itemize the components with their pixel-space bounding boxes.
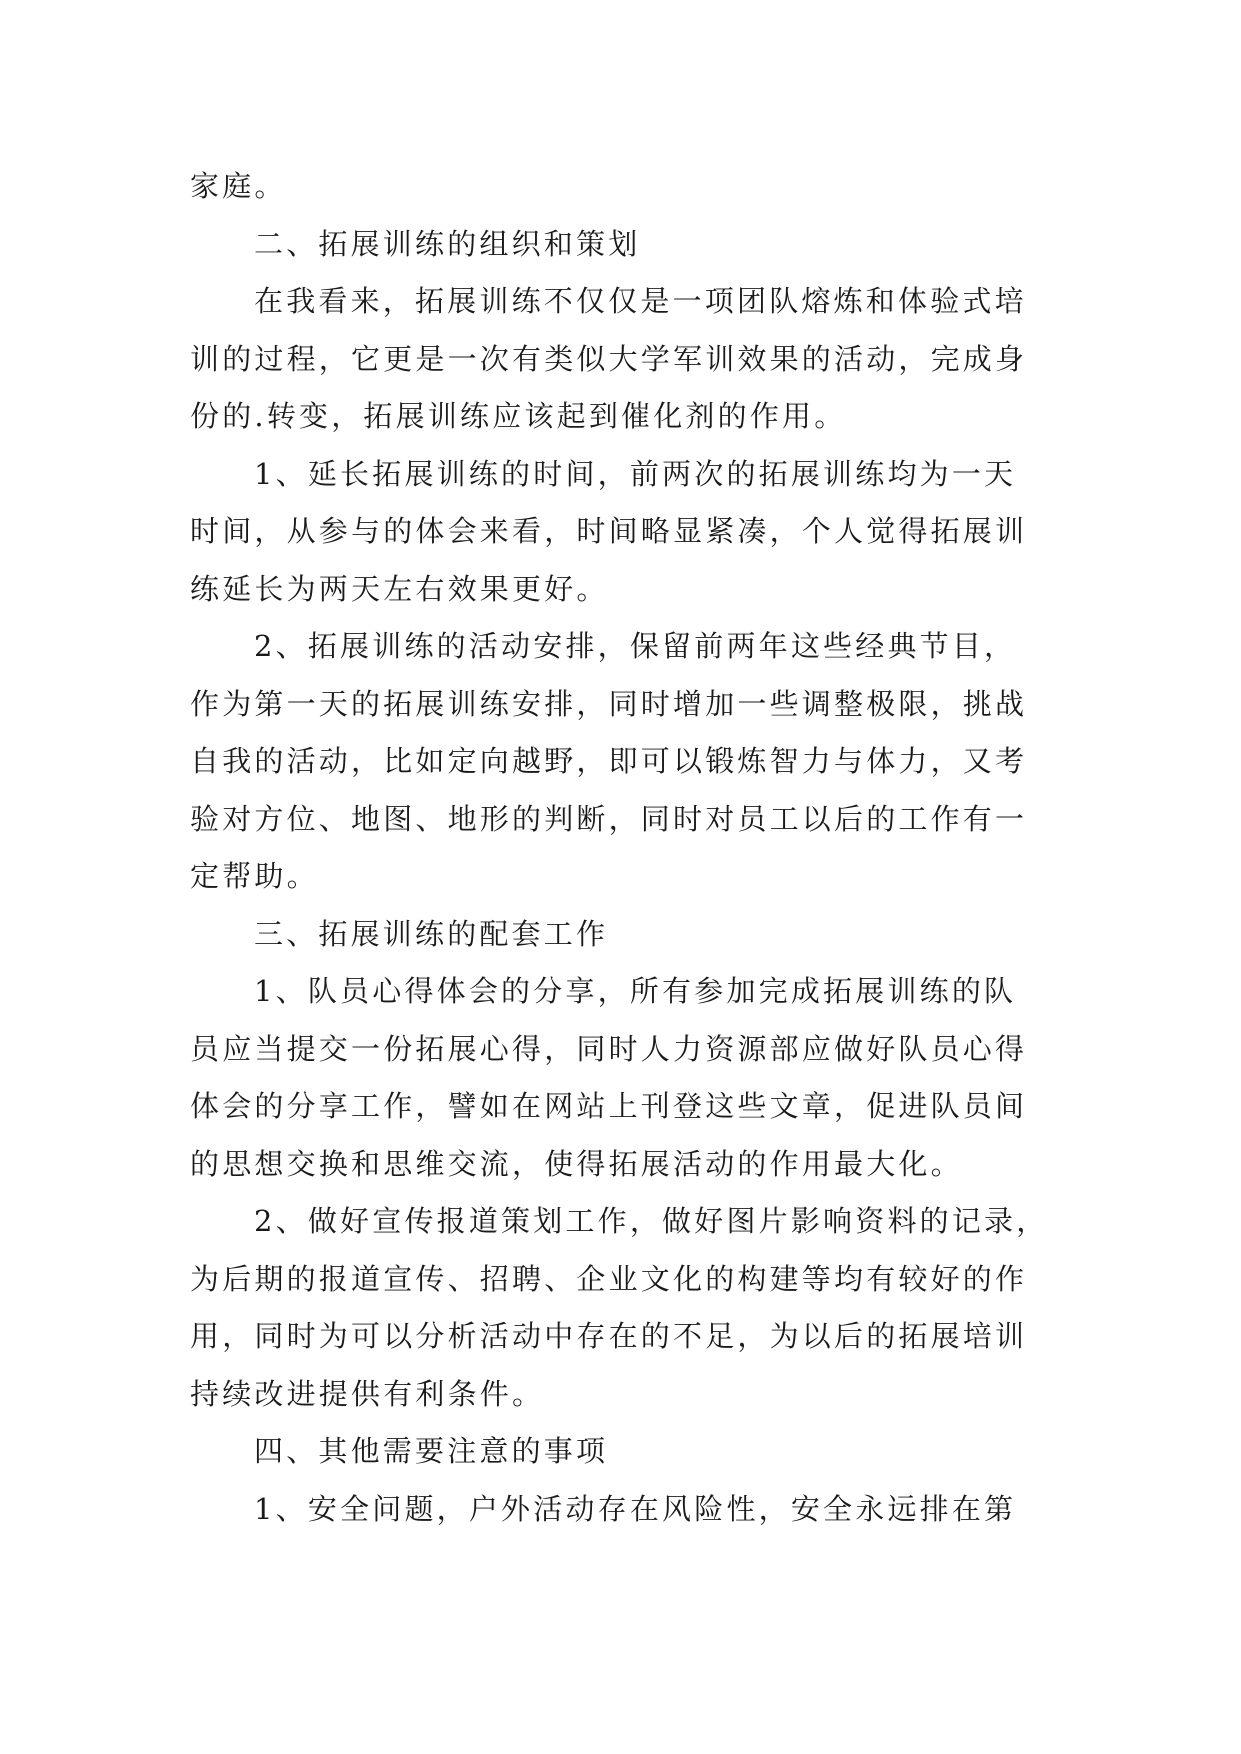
text-line: 定帮助。 (190, 859, 319, 893)
text-line: 员应当提交一份拓展心得，同时人力资源部应做好队员心得 (190, 1031, 1028, 1066)
text-line: 2、做好宣传报道策划工作，做好图片影响资料的记录， (254, 1204, 1049, 1238)
text-line: 为后期的报道宣传、招聘、企业文化的构建等均有较好的作 (190, 1261, 1028, 1296)
text-line: 家庭。 (190, 169, 287, 203)
text-line: 2、拓展训练的活动安排，保留前两年这些经典节目， (254, 629, 1017, 663)
text-line: 练延长为两天左右效果更好。 (190, 571, 609, 606)
text-line: 1、延长拓展训练的时间，前两次的拓展训练均为一天 (254, 456, 1017, 491)
text-line: 持续改进提供有利条件。 (190, 1376, 545, 1411)
text-line: 份的.转变，拓展训练应该起到催化剂的作用。 (190, 399, 847, 433)
text-line: 1、安全问题，户外活动存在风险性，安全永远排在第 (254, 1491, 1017, 1526)
text-line: 体会的分享工作，譬如在网站上刊登这些文章，促进队员间 (190, 1089, 1028, 1123)
document-body (190, 158, 1060, 1538)
text-line: 验对方位、地图、地形的判断，同时对员工以后的工作有一 (190, 801, 1028, 836)
text-line: 1、队员心得体会的分享，所有参加完成拓展训练的队 (254, 974, 1017, 1008)
text-line: 训的过程，它更是一次有类似大学军训效果的活动，完成身 (190, 341, 1028, 376)
text-line: 作为第一天的拓展训练安排，同时增加一些调整极限，挑战 (190, 686, 1028, 721)
text-line: 四、其他需要注意的事项 (254, 1434, 609, 1468)
text-line: 时间，从参与的体会来看，时间略显紧凑，个人觉得拓展训 (190, 514, 1028, 548)
text-line: 在我看来，拓展训练不仅仅是一项团队熔炼和体验式培 (254, 284, 1027, 318)
text-line: 自我的活动，比如定向越野，即可以锻炼智力与体力，又考 (190, 744, 1028, 778)
text-line: 用，同时为可以分析活动中存在的不足，为以后的拓展培训 (190, 1319, 1028, 1353)
text-line: 的思想交换和思维交流，使得拓展活动的作用最大化。 (190, 1146, 963, 1181)
text-line: 三、拓展训练的配套工作 (254, 916, 609, 951)
text-line: 二、拓展训练的组织和策划 (254, 226, 641, 261)
